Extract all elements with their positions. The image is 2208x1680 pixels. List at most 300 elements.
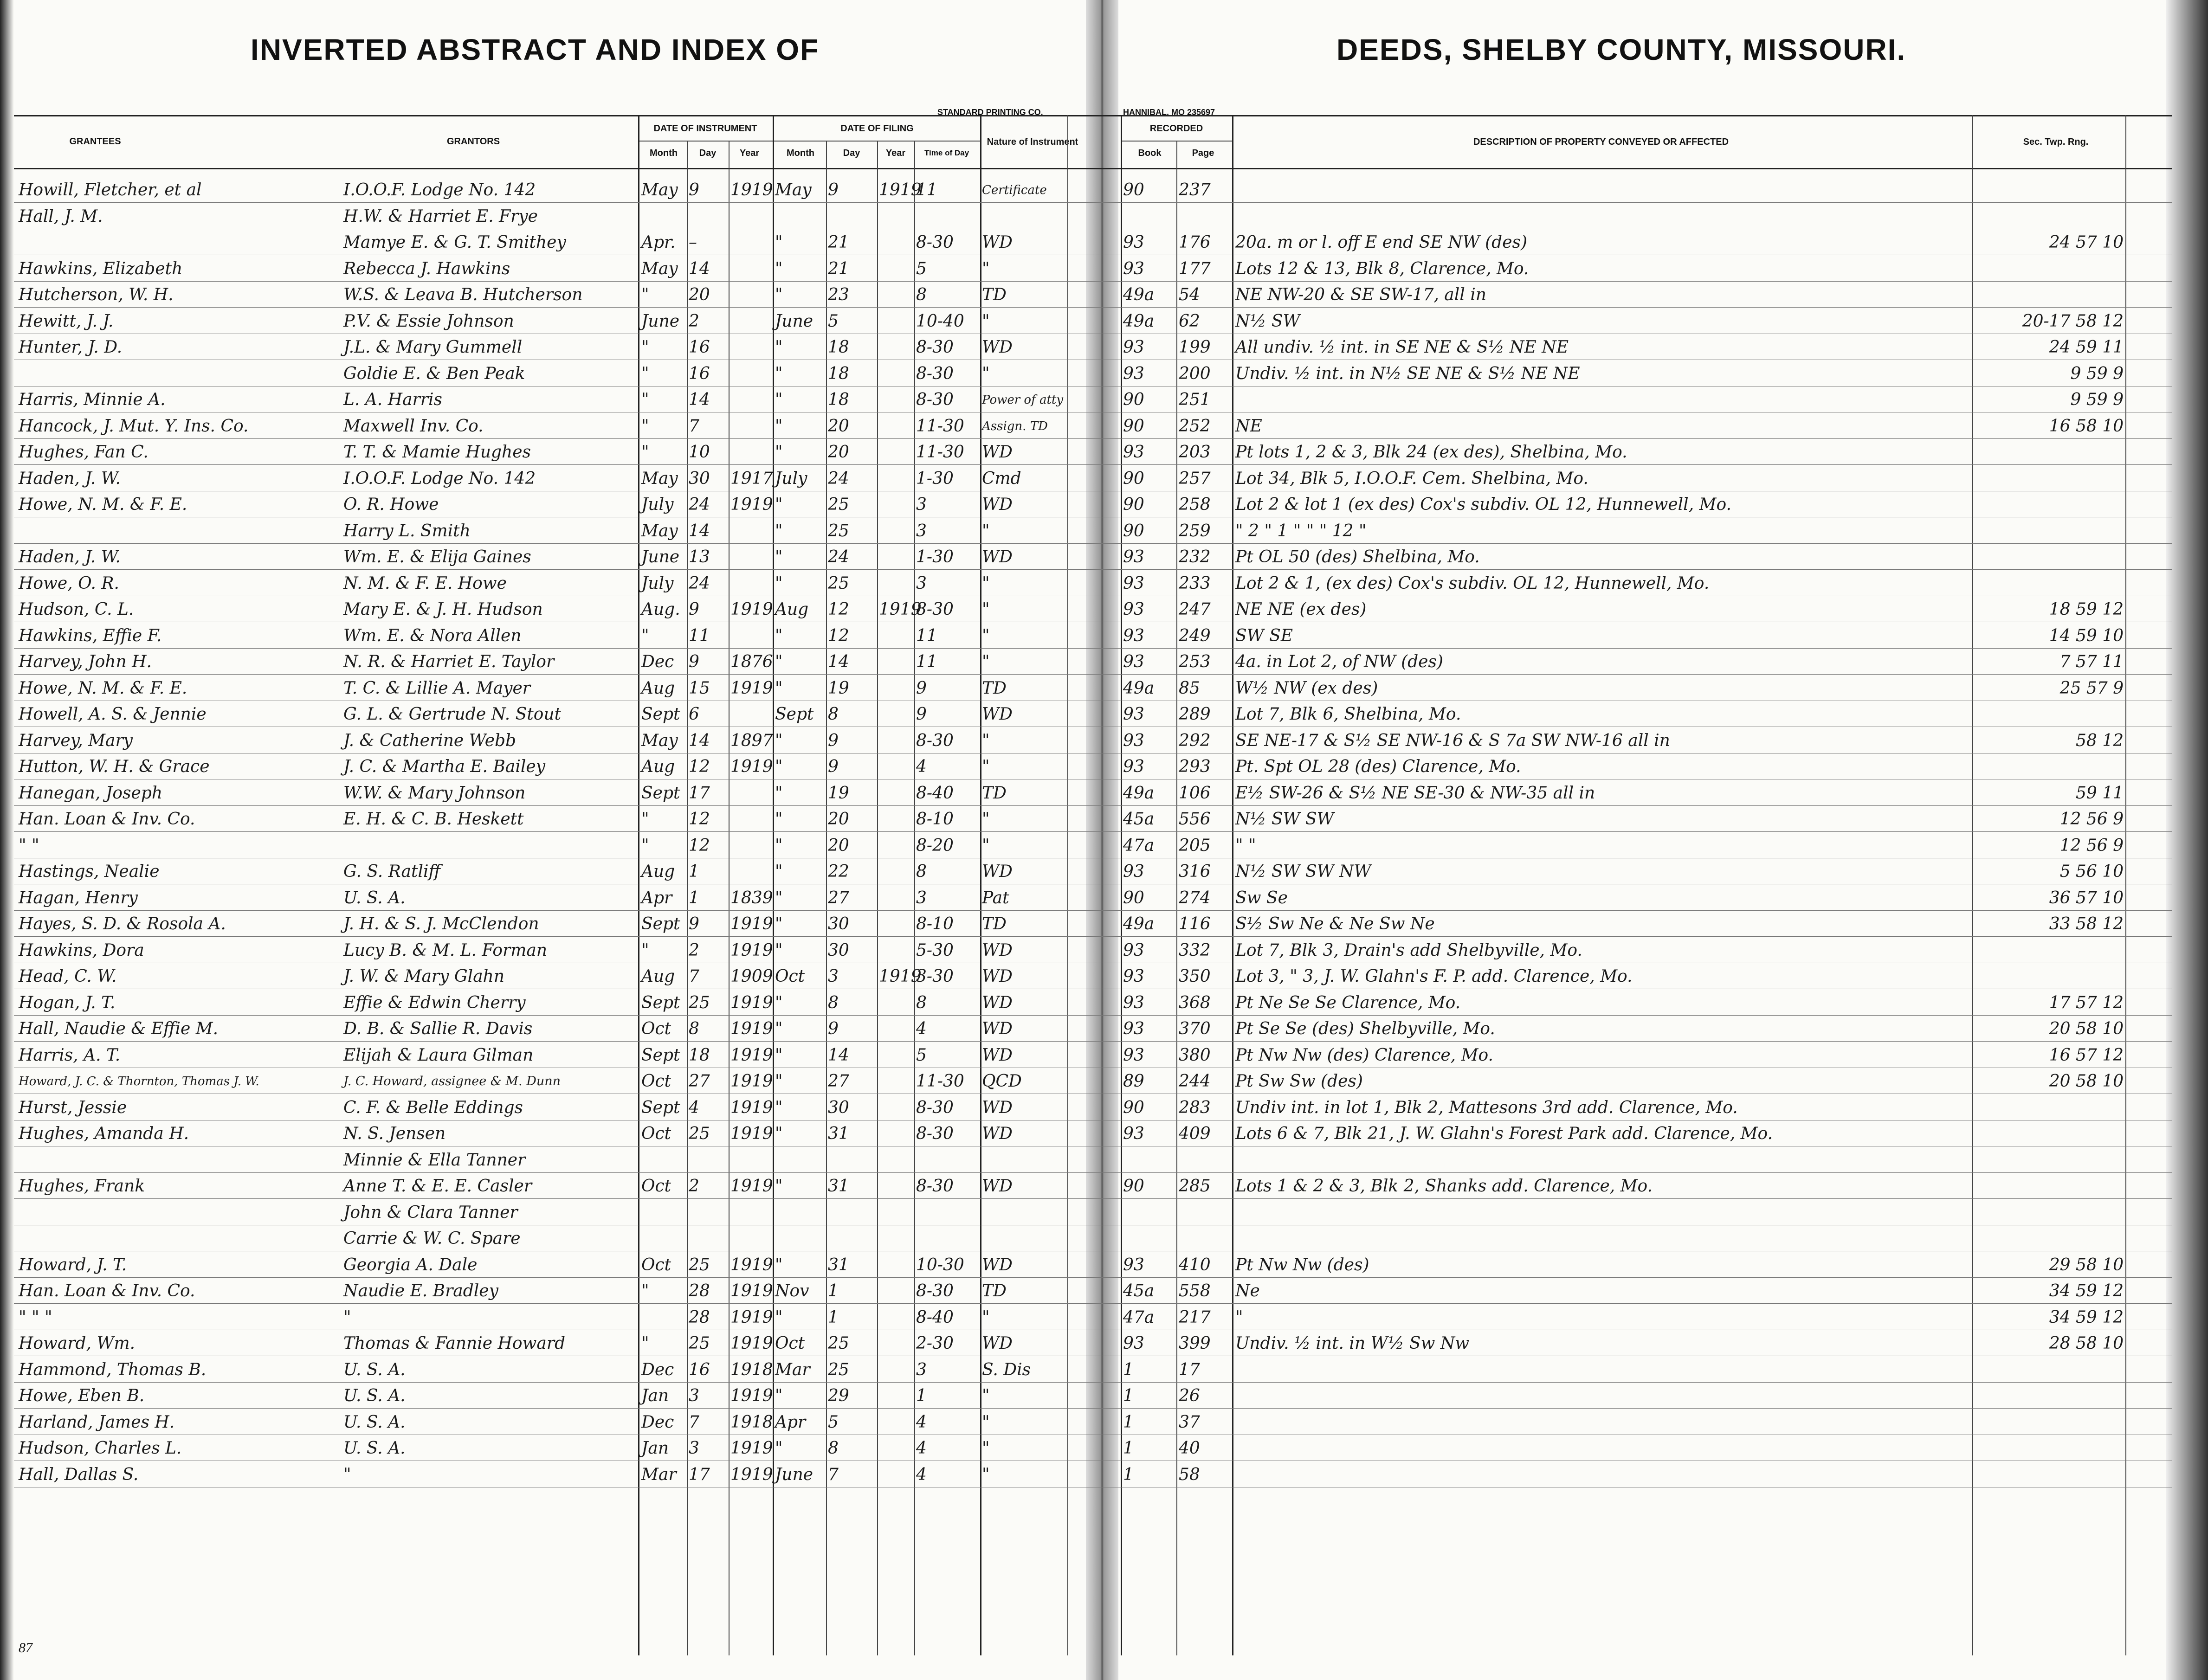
cell-description: Undiv int. in lot 1, Blk 2, Mattesons 3rd add. Clarence, Mo.: [1235, 1098, 1738, 1117]
cell-filing-year: [879, 1435, 913, 1461]
cell-sec-twp-rng: [1975, 1146, 2124, 1172]
table-row: [0, 832, 2181, 858]
cell-nature: S. Dis: [982, 1360, 1031, 1379]
cell-inst-year: 1919: [730, 993, 773, 1012]
cell-grantor: J. C. & Martha E. Bailey: [343, 757, 546, 776]
cell-page: 85: [1179, 678, 1200, 698]
cell-grantor: U. S. A.: [343, 1439, 406, 1458]
cell-inst-month: Aug: [641, 678, 675, 698]
cell-inst-year: [730, 412, 772, 438]
cell-inst-year: 1919: [730, 1281, 773, 1300]
cell-grantee: Head, C. W.: [19, 967, 117, 986]
cell-inst-day: 30: [689, 469, 710, 488]
cell-inst-month: ": [641, 836, 649, 855]
cell-time-of-day: 4: [916, 1412, 927, 1432]
cell-inst-year: [730, 543, 772, 569]
cell-book: 93: [1123, 1124, 1144, 1143]
cell-inst-year: [730, 386, 772, 412]
cell-filing-year: [879, 910, 913, 936]
cell-book: 90: [1123, 1177, 1144, 1196]
cell-book: 93: [1123, 757, 1144, 776]
cell-book: 1: [1123, 1412, 1134, 1432]
cell-filing-month: ": [775, 1019, 783, 1038]
table-row: [0, 438, 2181, 464]
cell-inst-year: [730, 570, 772, 596]
cell-inst-year: 1919: [730, 1386, 773, 1405]
cell-grantor: U. S. A.: [343, 1386, 406, 1405]
cell-book: 93: [1123, 600, 1144, 619]
cell-filing-day: 19: [828, 783, 849, 803]
cell-grantee: Haden, J. W.: [19, 469, 121, 488]
cell-sec-twp-rng: 34 59 12: [2049, 1281, 2124, 1300]
cell-description: Ne: [1235, 1281, 1260, 1300]
cell-sec-twp-rng: [1975, 203, 2124, 229]
cell-filing-month: ": [775, 364, 783, 383]
cell-inst-day: 17: [689, 783, 710, 803]
page-number: 87: [19, 1640, 32, 1655]
cell-filing-day: 14: [828, 652, 849, 671]
cell-inst-day: 1: [689, 888, 699, 908]
cell-inst-day: 25: [689, 1124, 710, 1143]
cell-time-of-day: 8-30: [916, 731, 954, 750]
table-row: [0, 1146, 2181, 1172]
cell-inst-day: 24: [689, 495, 710, 514]
cell-filing-month: ": [775, 783, 783, 803]
cell-page: 26: [1179, 1386, 1200, 1405]
cell-sec-twp-rng: [1975, 1199, 2124, 1225]
cell-grantor: J. W. & Mary Glahn: [343, 967, 505, 986]
cell-book: 93: [1123, 547, 1144, 566]
cell-inst-month: [641, 1199, 686, 1225]
cell-grantee: Hughes, Amanda H.: [19, 1124, 189, 1143]
cell-inst-year: [730, 203, 772, 229]
cell-filing-year: [879, 622, 913, 648]
cell-filing-year: [879, 229, 913, 255]
cell-grantee: [19, 1199, 339, 1225]
cell-grantor: Thomas & Fannie Howard: [343, 1334, 566, 1353]
cell-time-of-day: 3: [916, 495, 927, 514]
cell-inst-day: 12: [689, 810, 710, 829]
cell-grantor: N. M. & F. E. Howe: [343, 573, 507, 593]
cell-grantee: Hunter, J. D.: [19, 338, 123, 357]
cell-filing-month: ": [775, 259, 783, 278]
left-page-title: INVERTED ABSTRACT AND INDEX OF: [251, 33, 820, 66]
cell-filing-year: [879, 1199, 913, 1225]
cell-filing-year: [879, 937, 913, 963]
cell-inst-day: 12: [689, 757, 710, 776]
cell-filing-month: ": [775, 862, 783, 881]
cell-filing-month: ": [775, 1255, 783, 1274]
cell-nature: ": [982, 757, 990, 776]
cell-inst-day: 2: [689, 940, 699, 960]
cell-filing-day: 25: [828, 1334, 849, 1353]
cell-description: [1235, 1409, 1969, 1435]
cell-grantee: Howell, A. S. & Jennie: [19, 705, 207, 724]
cell-filing-day: [828, 203, 876, 229]
cell-page: 370: [1179, 1019, 1211, 1038]
cell-grantor: ": [343, 1465, 351, 1484]
cell-description: Pt Se Se (des) Shelbyville, Mo.: [1235, 1019, 1495, 1038]
cell-filing-day: 20: [828, 810, 849, 829]
cell-sec-twp-rng: 18 59 12: [2049, 600, 2124, 619]
table-row: [0, 1277, 2181, 1303]
cell-book: 47a: [1123, 1307, 1155, 1327]
col-filing-year: Year: [885, 148, 906, 158]
cell-book: 49a: [1123, 311, 1155, 331]
cell-page: 368: [1179, 993, 1211, 1012]
cell-sec-twp-rng: [1975, 1382, 2124, 1408]
cell-page: 37: [1179, 1412, 1200, 1432]
cell-inst-month: ": [641, 338, 649, 357]
cell-page: 409: [1179, 1124, 1211, 1143]
table-row: [0, 596, 2181, 622]
cell-description: Pt Ne Se Se Clarence, Mo.: [1235, 993, 1461, 1012]
cell-inst-year: [730, 1199, 772, 1225]
cell-nature: TD: [982, 1281, 1007, 1300]
cell-time-of-day: 1-30: [916, 469, 954, 488]
cell-description: Pt Sw Sw (des): [1235, 1072, 1363, 1091]
cell-filing-day: 25: [828, 521, 849, 541]
cell-filing-year: [879, 203, 913, 229]
cell-inst-day: 14: [689, 731, 710, 750]
cell-page: 556: [1179, 810, 1211, 829]
cell-grantee: Hudson, Charles L.: [19, 1439, 182, 1458]
cell-inst-year: [730, 622, 772, 648]
cell-filing-day: 9: [828, 731, 839, 750]
cell-inst-day: 9: [689, 180, 699, 200]
cell-filing-year: 1919: [879, 967, 922, 986]
cell-inst-day: 15: [689, 678, 710, 698]
cell-time-of-day: 3-30: [916, 967, 954, 986]
cell-nature: Certificate: [982, 183, 1047, 197]
cell-filing-month: Apr: [775, 1412, 806, 1432]
cell-book: 45a: [1123, 810, 1155, 829]
cell-filing-day: 30: [828, 940, 849, 960]
cell-filing-day: 21: [828, 233, 849, 252]
cell-grantee: [19, 1146, 339, 1172]
cell-page: 217: [1179, 1307, 1211, 1327]
cell-description: Lots 12 & 13, Blk 8, Clarence, Mo.: [1235, 259, 1529, 278]
cell-time-of-day: 8-30: [916, 1124, 954, 1143]
col-filing-month: Month: [787, 148, 814, 158]
cell-grantor: J. H. & S. J. McClendon: [343, 914, 539, 933]
cell-sec-twp-rng: [1975, 438, 2124, 464]
cell-description: NE NE (ex des): [1235, 600, 1367, 619]
cell-time-of-day: 8-40: [916, 1307, 954, 1327]
cell-description: [1235, 1225, 1969, 1251]
cell-page: 54: [1179, 285, 1200, 304]
cell-description: S½ Sw Ne & Ne Sw Ne: [1235, 914, 1435, 933]
cell-nature: QCD: [982, 1072, 1022, 1091]
cell-inst-year: [730, 281, 772, 307]
cell-inst-month: Sept: [641, 914, 680, 933]
cell-page: 380: [1179, 1045, 1211, 1065]
cell-filing-month: ": [775, 1124, 783, 1143]
cell-filing-day: 9: [828, 757, 839, 776]
cell-page: 332: [1179, 940, 1211, 960]
cell-book: 90: [1123, 1098, 1144, 1117]
cell-grantor: Maxwell Inv. Co.: [343, 416, 484, 436]
cell-inst-day: 2: [689, 1177, 699, 1196]
cell-filing-day: 27: [828, 1072, 849, 1091]
cell-time-of-day: 3: [916, 888, 927, 908]
cell-nature: ": [982, 836, 990, 855]
cell-inst-month: Jan: [641, 1386, 669, 1405]
cell-filing-month: July: [775, 469, 807, 488]
cell-grantee: Han. Loan & Inv. Co.: [19, 1281, 195, 1300]
cell-filing-day: [828, 1225, 876, 1251]
cell-grantor: J.L. & Mary Gummell: [343, 338, 523, 357]
cell-sec-twp-rng: [1975, 1461, 2124, 1487]
cell-inst-month: ": [641, 364, 649, 383]
cell-nature: ": [982, 1465, 990, 1484]
cell-filing-day: 1: [828, 1281, 839, 1300]
cell-sec-twp-rng: 24 57 10: [2049, 233, 2124, 252]
table-row: [0, 334, 2181, 360]
cell-time-of-day: 3: [916, 1360, 927, 1379]
cell-book: 90: [1123, 888, 1144, 908]
cell-grantee: [19, 229, 339, 255]
cell-grantee: Howill, Fletcher, et al: [19, 180, 202, 200]
cell-nature: WD: [982, 1019, 1013, 1038]
cell-nature: WD: [982, 993, 1013, 1012]
cell-filing-month: May: [775, 180, 812, 200]
cell-inst-day: 9: [689, 652, 699, 671]
cell-inst-day: 13: [689, 547, 710, 566]
cell-inst-day: 18: [689, 1045, 710, 1065]
cell-filing-month: ": [775, 940, 783, 960]
cell-book: 93: [1123, 940, 1144, 960]
cell-filing-year: [879, 543, 913, 569]
table-row: [0, 308, 2181, 334]
cell-grantee: Hutton, W. H. & Grace: [19, 757, 210, 776]
cell-filing-year: [879, 1146, 913, 1172]
cell-inst-month: [641, 203, 686, 229]
cell-filing-year: [879, 1251, 913, 1277]
cell-filing-day: [828, 1199, 876, 1225]
cell-nature: WD: [982, 338, 1013, 357]
cell-filing-month: ": [775, 1045, 783, 1065]
table-row: [0, 1120, 2181, 1146]
cell-filing-year: [879, 1330, 913, 1356]
cell-nature: WD: [982, 547, 1013, 566]
cell-inst-month: Oct: [641, 1255, 671, 1274]
cell-filing-day: 25: [828, 573, 849, 593]
cell-filing-month: ": [775, 521, 783, 541]
cell-sec-twp-rng: [1975, 281, 2124, 307]
cell-time-of-day: 8-30: [916, 1281, 954, 1300]
cell-page: 106: [1179, 783, 1211, 803]
cell-time-of-day: 8-40: [916, 783, 954, 803]
cell-book: [1123, 1146, 1175, 1172]
table-row: [0, 1094, 2181, 1120]
cell-book: 93: [1123, 233, 1144, 252]
cell-sec-twp-rng: 20 58 10: [2049, 1072, 2124, 1091]
cell-filing-month: Mar: [775, 1360, 810, 1379]
cell-sec-twp-rng: [1975, 465, 2124, 491]
col-recorded: RECORDED: [1149, 123, 1203, 134]
cell-filing-month: ": [775, 1098, 783, 1117]
cell-page: 274: [1179, 888, 1211, 908]
cell-description: [1235, 1146, 1969, 1172]
cell-filing-month: ": [775, 810, 783, 829]
cell-nature: ": [982, 1386, 990, 1405]
cell-inst-month: May: [641, 469, 678, 488]
cell-description: Undiv. ½ int. in N½ SE NE & S½ NE NE: [1235, 364, 1580, 383]
cell-inst-month: ": [641, 1334, 649, 1353]
cell-filing-year: [879, 517, 913, 543]
header-rule-bottom: [14, 168, 2172, 169]
cell-description: [1235, 1199, 1969, 1225]
cell-inst-day: [689, 203, 728, 229]
cell-page: 316: [1179, 862, 1211, 881]
cell-sec-twp-rng: 7 57 11: [2060, 652, 2124, 671]
cell-grantee: Hall, Naudie & Effie M.: [19, 1019, 219, 1038]
cell-grantor: W.S. & Leava B. Hutcherson: [343, 285, 583, 304]
cell-nature: WD: [982, 1334, 1013, 1353]
cell-sec-twp-rng: [1975, 176, 2124, 202]
cell-description: Pt. Spt OL 28 (des) Clarence, Mo.: [1235, 757, 1521, 776]
table-row: [0, 281, 2181, 307]
cell-grantee: Howe, O. R.: [19, 573, 119, 593]
cell-inst-year: [730, 229, 772, 255]
cell-sec-twp-rng: [1975, 1356, 2124, 1382]
cell-page: 410: [1179, 1255, 1211, 1274]
cell-filing-day: 9: [828, 180, 839, 200]
col-date-instrument: DATE OF INSTRUMENT: [653, 123, 757, 134]
cell-time-of-day: 8-30: [916, 338, 954, 357]
cell-time-of-day: 5: [916, 259, 927, 278]
table-row: [0, 1225, 2181, 1251]
table-row: [0, 203, 2181, 229]
cell-inst-day: 27: [689, 1072, 710, 1091]
cell-grantor: D. B. & Sallie R. Davis: [343, 1019, 533, 1038]
cell-inst-year: [730, 1146, 772, 1172]
cell-description: W½ NW (ex des): [1235, 678, 1378, 698]
cell-sec-twp-rng: 24 59 11: [2049, 338, 2124, 357]
cell-inst-month: Oct: [641, 1072, 671, 1091]
cell-sec-twp-rng: [1975, 753, 2124, 779]
cell-description: [1235, 1356, 1969, 1382]
cell-page: 232: [1179, 547, 1211, 566]
cell-inst-year: [730, 779, 772, 805]
cell-filing-day: 24: [828, 547, 849, 566]
table-row: [0, 412, 2181, 438]
cell-grantor: Wm. E. & Elija Gaines: [343, 547, 531, 566]
cell-sec-twp-rng: [1975, 1120, 2124, 1146]
col-book: Book: [1138, 148, 1162, 158]
table-row: [0, 491, 2181, 517]
cell-filing-day: 30: [828, 914, 849, 933]
cell-nature: ": [982, 731, 990, 750]
cell-filing-month: [775, 1146, 825, 1172]
cell-time-of-day: 11: [916, 626, 937, 645]
cell-nature: WD: [982, 1177, 1013, 1196]
cell-grantor: L. A. Harris: [343, 390, 442, 409]
cell-filing-year: [879, 675, 913, 701]
cell-inst-month: Sept: [641, 993, 680, 1012]
cell-sec-twp-rng: 29 58 10: [2049, 1255, 2124, 1274]
cell-filing-day: 25: [828, 495, 849, 514]
cell-filing-month: [775, 1199, 825, 1225]
cell-filing-day: 7: [828, 1465, 839, 1484]
cell-filing-day: 31: [828, 1177, 849, 1196]
cell-inst-year: 1909: [730, 967, 773, 986]
table-row: [0, 176, 2181, 202]
cell-filing-day: 20: [828, 416, 849, 436]
table-row: [0, 570, 2181, 596]
cell-sec-twp-rng: 17 57 12: [2049, 993, 2124, 1012]
cell-inst-day: 25: [689, 1334, 710, 1353]
cell-book: 93: [1123, 443, 1144, 462]
header-rule-mid-left: [638, 141, 981, 142]
cell-filing-year: [879, 727, 913, 753]
cell-time-of-day: 8-30: [916, 600, 954, 619]
cell-grantor: Anne T. & E. E. Casler: [343, 1177, 532, 1196]
cell-grantor: U. S. A.: [343, 1412, 406, 1432]
cell-grantee: Hanegan, Joseph: [19, 783, 163, 803]
cell-inst-month: July: [641, 573, 674, 593]
cell-inst-year: [730, 360, 772, 386]
cell-grantee: Howe, N. M. & F. E.: [19, 495, 187, 514]
cell-inst-day: 28: [689, 1307, 710, 1327]
cell-filing-month: ": [775, 626, 783, 645]
cell-page: 177: [1179, 259, 1211, 278]
cell-description: Undiv. ½ int. in W½ Sw Nw: [1235, 1334, 1470, 1353]
cell-page: 40: [1179, 1439, 1200, 1458]
cell-description: Pt OL 50 (des) Shelbina, Mo.: [1235, 547, 1480, 566]
cell-inst-day: 9: [689, 600, 699, 619]
table-row: [0, 229, 2181, 255]
cell-book: 1: [1123, 1360, 1134, 1379]
cell-page: 17: [1179, 1360, 1200, 1379]
cell-inst-year: 1919: [730, 757, 773, 776]
cell-time-of-day: 8: [916, 993, 927, 1012]
cell-inst-day: 17: [689, 1465, 710, 1484]
table-row: [0, 963, 2181, 989]
cell-filing-year: 1919: [879, 180, 922, 200]
cell-page: 257: [1179, 469, 1211, 488]
cell-inst-year: 1919: [730, 1465, 773, 1484]
cell-filing-month: ": [775, 416, 783, 436]
cell-description: Lot 34, Blk 5, I.O.O.F. Cem. Shelbina, Mo.: [1235, 469, 1588, 488]
cell-grantee: Hutcherson, W. H.: [19, 285, 174, 304]
cell-inst-month: Apr.: [641, 233, 676, 252]
cell-inst-month: ": [641, 443, 649, 462]
cell-page: 399: [1179, 1334, 1211, 1353]
col-grantees: GRANTEES: [69, 136, 121, 147]
col-description: DESCRIPTION OF PROPERTY CONVEYED OR AFFECTED: [1473, 137, 1729, 147]
cell-grantee: Hancock, J. Mut. Y. Ins. Co.: [19, 416, 249, 436]
cell-time-of-day: 8-30: [916, 233, 954, 252]
cell-filing-day: 29: [828, 1386, 849, 1405]
table-row: [0, 937, 2181, 963]
cell-sec-twp-rng: 28 58 10: [2049, 1334, 2124, 1353]
cell-book: 90: [1123, 180, 1144, 200]
col-time-of-day: Time of Day: [924, 148, 969, 157]
col-filing-day: Day: [843, 148, 860, 158]
cell-description: 4a. in Lot 2, of NW (des): [1235, 652, 1443, 671]
cell-filing-year: [879, 386, 913, 412]
cell-time-of-day: 11-30: [916, 416, 964, 436]
cell-grantor: N. S. Jensen: [343, 1124, 446, 1143]
cell-sec-twp-rng: 16 58 10: [2049, 416, 2124, 436]
cell-book: 93: [1123, 967, 1144, 986]
cell-grantor: J. C. Howard, assignee & M. Dunn: [343, 1074, 561, 1088]
cell-grantor: P.V. & Essie Johnson: [343, 311, 514, 331]
cell-filing-month: ": [775, 757, 783, 776]
cell-page: 62: [1179, 311, 1200, 331]
